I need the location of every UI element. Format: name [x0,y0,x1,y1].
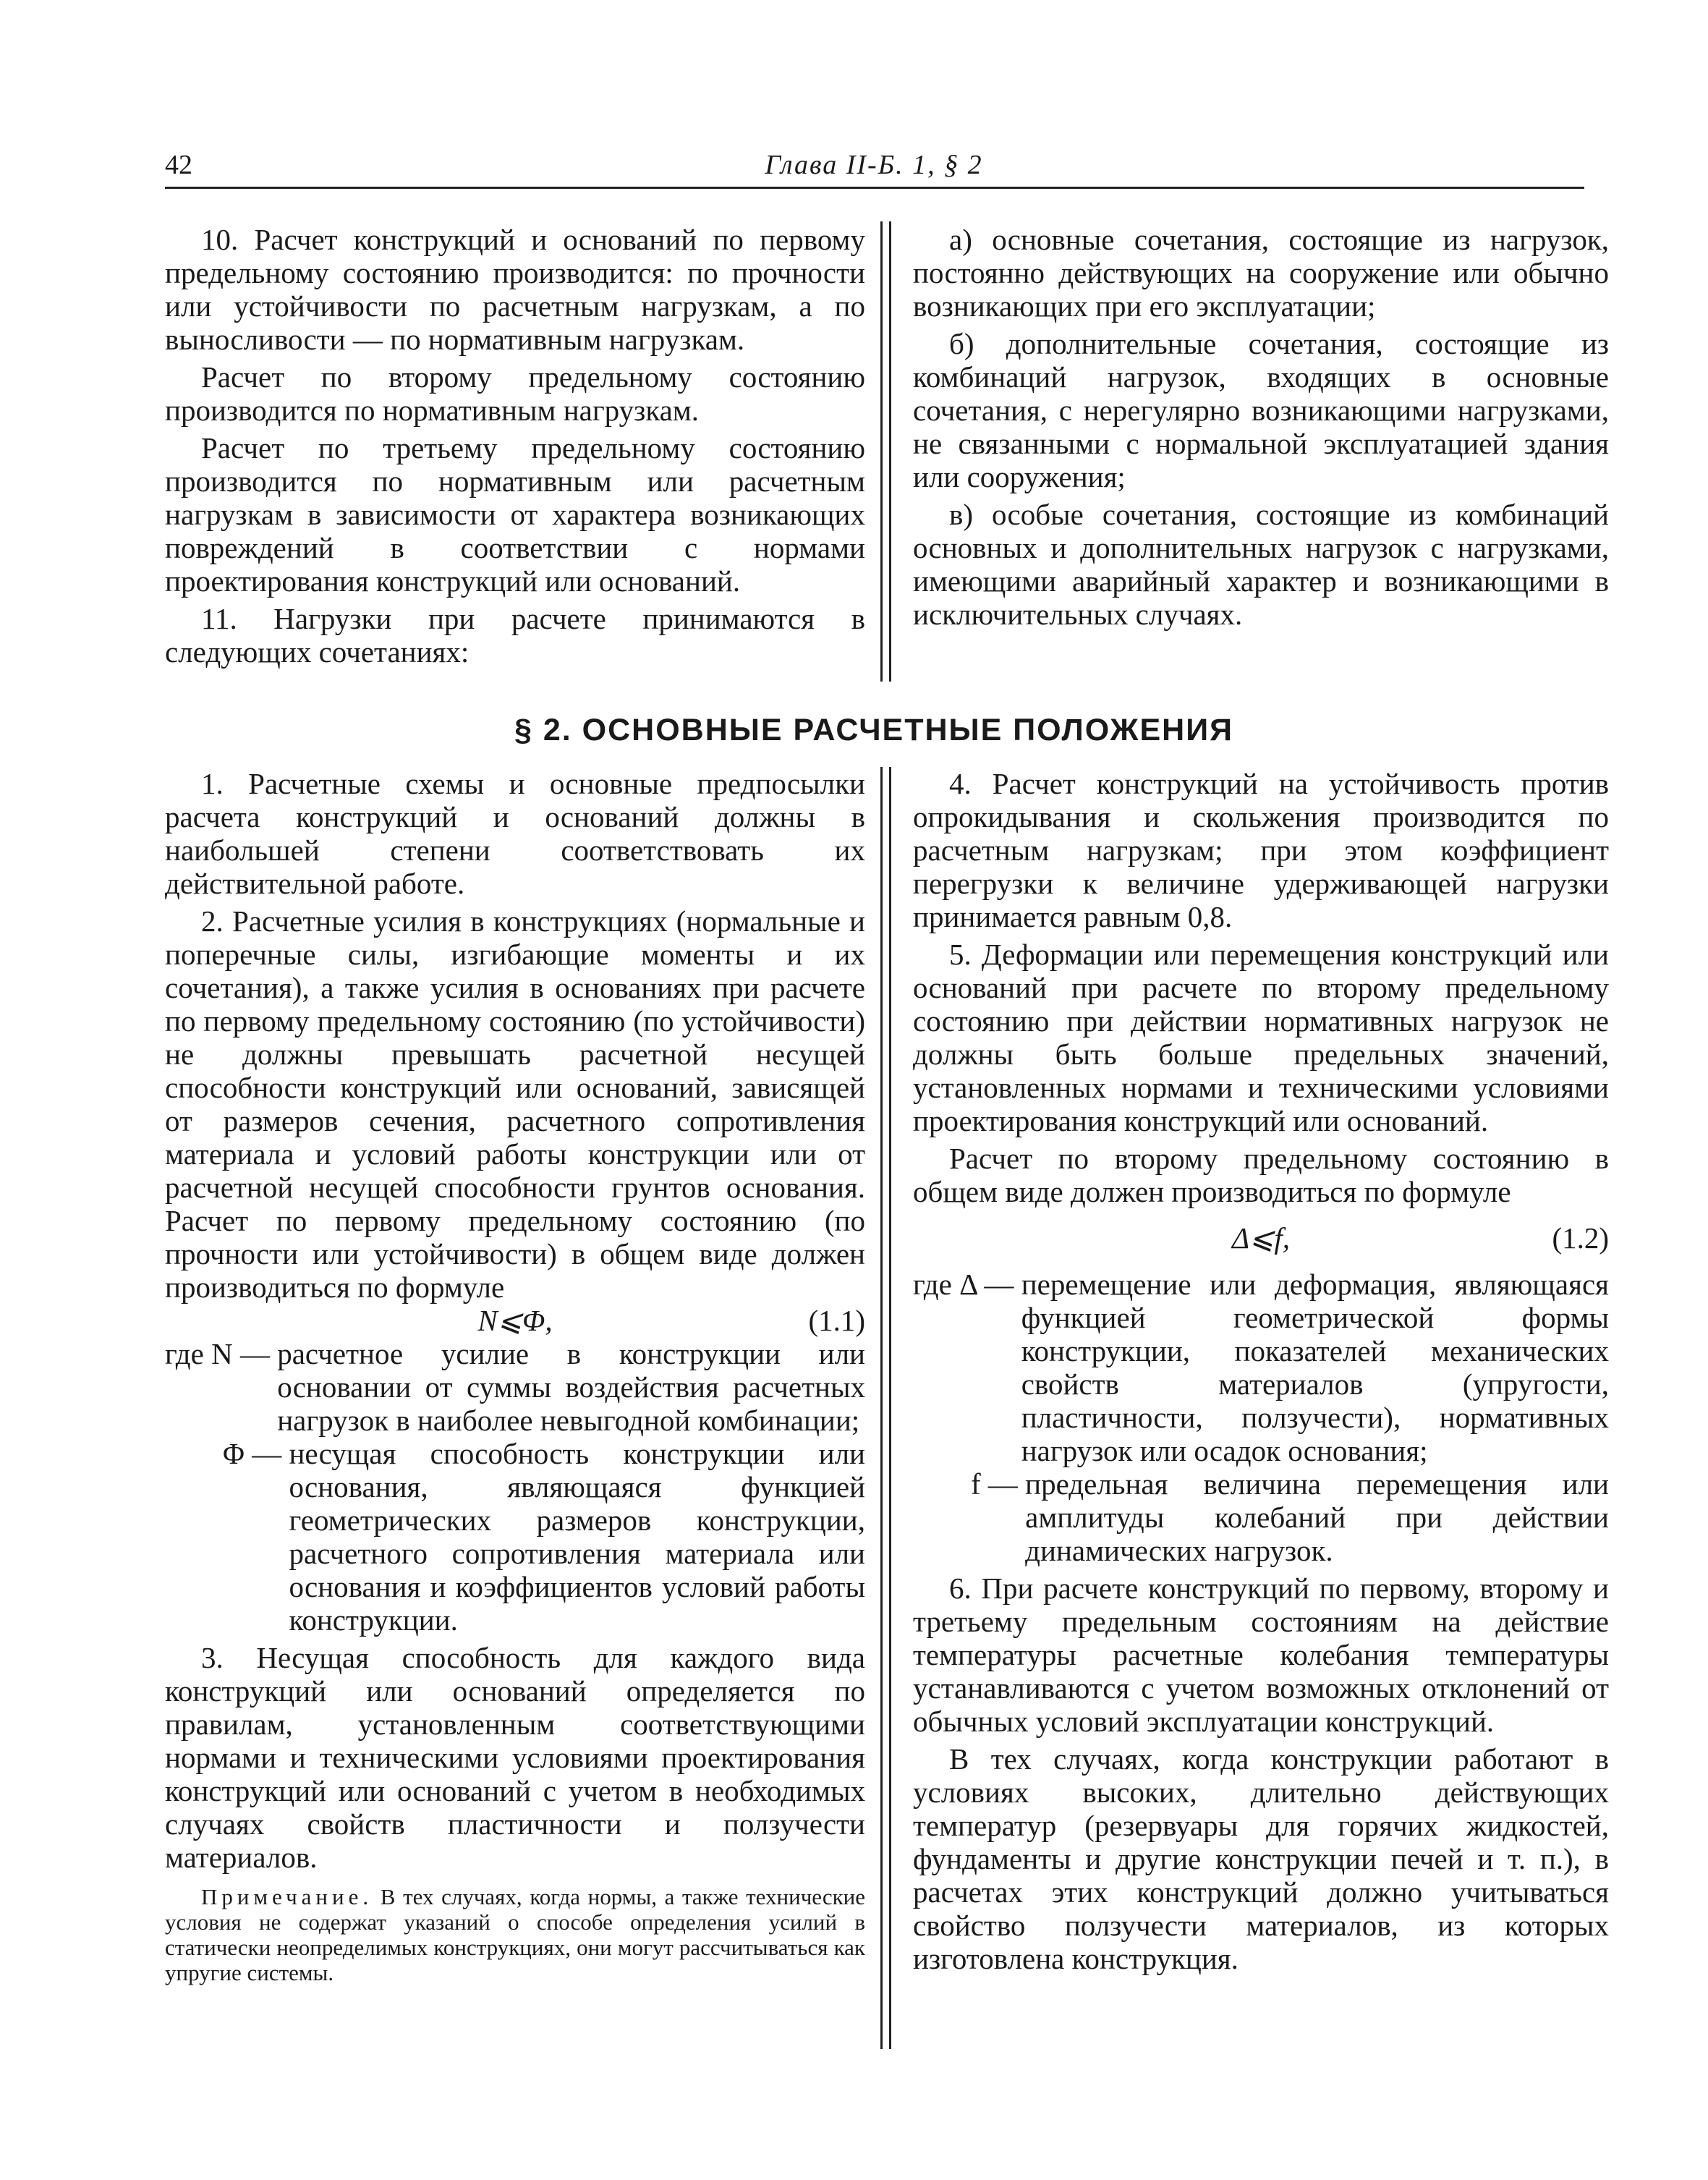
left-column [165,767,865,1985]
paragraph-4: 4. Расчет конструкций на устойчивость против опрокидывания и скольжения производится по расчетным нагрузкам; при этом коэффициент перегрузки к величине удерживающей нагрузки принимается равным 0,8. [913,767,1609,933]
definition-N [165,1337,865,1437]
top-right-column [913,223,1609,631]
paragraph: 10. Расчет конструкций и оснований по первому предельному состоянию производится: по прочности или устойчивости по расчетным нагрузкам, а по выносливости — по нормативным нагрузкам. [165,223,865,356]
page-header [165,149,1583,182]
equation-number: (1.1) [808,1304,865,1337]
definition-term: где N — [165,1337,278,1370]
paragraph: б) дополнительные сочетания, состоящие из комбинаций нагрузок, входящих в основные сочетания, с нерегулярно возникающими нагрузками, не связанными с нормальной эксплуатацией здания или сооружения; [913,327,1609,493]
formula-expression: N⩽Φ, [477,1304,553,1337]
definition-term: где Δ — [913,1268,1021,1301]
formula-expression: Δ⩽f, [1231,1221,1291,1255]
right-column [913,767,1609,1975]
definition-text: расчетное усилие в конструкции или основании от суммы воздействия расчетных нагрузок в наиболее невыгодной комбинации; [277,1337,865,1437]
note-text: В тех случаях, когда нормы, а также технические условия не содержат указаний о способе определения усилий в статически неопределимых конструкциях, они могут рассчитываться как упругие системы. [165,1884,865,1985]
definition-Phi [165,1437,865,1637]
note [165,1884,865,1985]
column-divider [880,767,891,2049]
formula-1-2 [913,1221,1609,1255]
definition-f [913,1467,1609,1567]
definition-term: Φ — [223,1437,289,1470]
definition-text: перемещение или деформация, являющаяся функцией геометрической формы конструкции, показателей механических свойств материалов (упругости, пластичности, ползучести), нормативных нагрузок или осадок основания; [1021,1268,1609,1467]
paragraph: Расчет по третьему предельному состоянию производится по нормативным или расчетным нагрузкам в зависимости от характера возникающих повреждений в соответствии с нормами проектирования конструкций или оснований. [165,431,865,598]
paragraph-3: 3. Несущая способность для каждого вида конструкций или оснований определяется по правилам, установленным соответствующими нормами и техническими условиями проектирования конструкций или оснований с учетом в необходимых случаях свойств пластичности и ползучести материалов. [165,1641,865,1874]
paragraph: а) основные сочетания, состоящие из нагрузок, постоянно действующих на сооружение или обычно возникающих при его эксплуатации; [913,223,1609,323]
definition-term: f — [971,1467,1026,1501]
running-title: Глава II-Б. 1, § 2 [765,150,983,180]
header-rule [165,187,1584,189]
definition-delta [913,1268,1609,1467]
paragraph: в) особые сочетания, состоящие из комбинаций основных и дополнительных нагрузок с нагрузками, имеющими аварийный характер и возникающими в исключительных случаях. [913,498,1609,631]
paragraph-1: 1. Расчетные схемы и основные предпосылки расчета конструкций и оснований должны в наибольшей степени соответствовать их действительной работе. [165,767,865,900]
paragraph: Расчет по второму предельному состоянию производится по нормативным нагрузкам. [165,360,865,427]
formula-1-1 [165,1304,865,1337]
paragraph: 11. Нагрузки при расчете принимаются в следующих сочетаниях: [165,602,865,669]
page-number: 42 [165,150,192,180]
paragraph-5b: Расчет по второму предельному состоянию в общем виде должен производиться по формуле [913,1142,1609,1208]
paragraph-2: 2. Расчетные усилия в конструкциях (нормальные и поперечные силы, изгибающие моменты и их сочетания), а также усилия в основаниях при расчете по первому предельному состоянию (по устойчивости) не должны превышать расчетной несущей способности конструкций или оснований, зависящей от размеров сечения, расчетного сопротивления материала и условий работы конструкции или от расчетной несущей способности грунтов основания. Расчет по первому предельному состоянию (по прочности или устойчивости) в общем виде должен производиться по формуле [165,904,865,1304]
section-heading: § 2. ОСНОВНЫЕ РАСЧЕТНЫЕ ПОЛОЖЕНИЯ [514,713,1234,747]
equation-number: (1.2) [1552,1221,1609,1255]
paragraph-6b: В тех случаях, когда конструкции работают в условиях высоких, длительно действующих температур (резервуары для горячих жидкостей, фундаменты и другие конструкции печей и т. п.), в расчетах этих конструкций должно учитываться свойство ползучести материалов, из которых изготовлена конструкция. [913,1742,1609,1975]
paragraph-6: 6. При расчете конструкций по первому, второму и третьему предельным состояниям на действие температуры расчетные колебания температуры устанавливаются с учетом возможных отклонений от обычных условий эксплуатации конструкций. [913,1572,1609,1738]
note-label: Примечание. [201,1884,373,1909]
paragraph-5: 5. Деформации или перемещения конструкций или оснований при расчете по второму предельному состоянию при действии нормативных нагрузок не должны быть больше предельных значений, установленных нормами и техническими условиями проектирования конструкций или оснований. [913,938,1609,1137]
definition-text: предельная величина перемещения или амплитуды колебаний при действии динамических нагрузок. [1025,1467,1609,1567]
column-divider [880,221,891,682]
top-left-column [165,223,865,669]
definition-text: несущая способность конструкции или основания, являющаяся функцией геометрических размеров конструкции, расчетного сопротивления материала или основания и коэффициентов условий работы конструкции. [289,1437,865,1637]
